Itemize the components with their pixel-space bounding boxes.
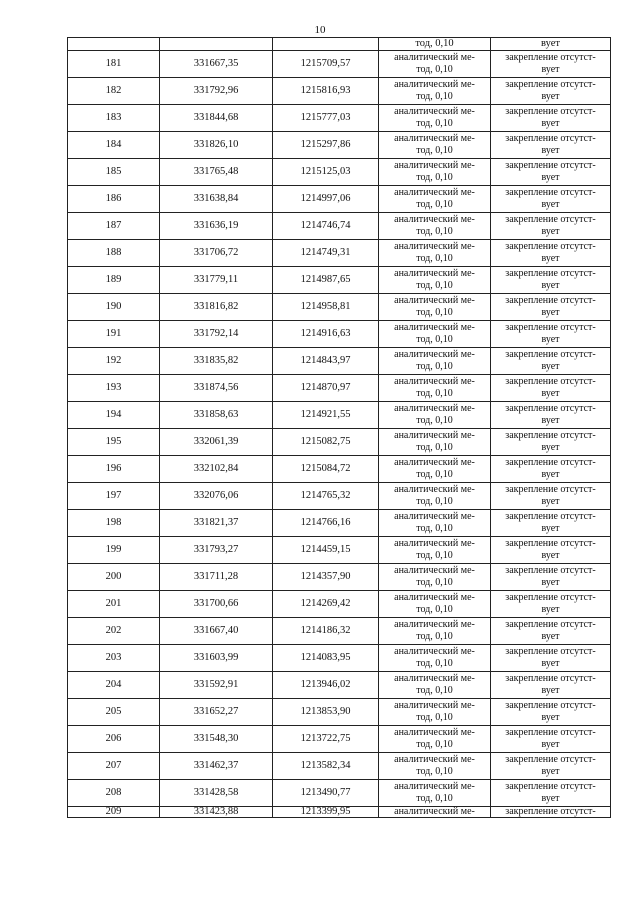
method-line: аналитический ме- — [394, 241, 475, 252]
y-coordinate-cell: 1214843,97 — [273, 348, 379, 375]
method-cell: тод, 0,10 — [379, 38, 491, 51]
table-row — [68, 375, 611, 402]
fixing-line: вует — [541, 226, 560, 237]
table-row — [68, 348, 611, 375]
x-coordinate-cell: 331667,40 — [160, 618, 273, 645]
method-line: тод, 0,10 — [416, 91, 453, 102]
method-line: тод, 0,10 — [416, 550, 453, 561]
method-line: аналитический ме- — [394, 430, 475, 441]
fixing-line: закрепление отсутст- — [505, 538, 596, 549]
x-coordinate-cell: 331792,96 — [160, 78, 273, 105]
x-coordinate-cell: 331779,11 — [160, 267, 273, 294]
y-coordinate-cell: 1214765,32 — [273, 483, 379, 510]
x-coordinate-cell — [160, 38, 273, 51]
fixing-line: вует — [541, 766, 560, 777]
method-line: тод, 0,10 — [416, 496, 453, 507]
x-coordinate-cell: 331603,99 — [160, 645, 273, 672]
point-number-cell: 198 — [68, 510, 160, 537]
fixing-cell — [491, 348, 611, 375]
table-row — [68, 645, 611, 672]
table-row — [68, 672, 611, 699]
fixing-line: вует — [541, 685, 560, 696]
x-coordinate-cell: 331874,56 — [160, 375, 273, 402]
coordinates-table — [67, 37, 611, 818]
fixing-cell — [491, 618, 611, 645]
method-line: аналитический ме- — [394, 484, 475, 495]
x-coordinate-cell: 331428,58 — [160, 780, 273, 807]
point-number-cell: 209 — [68, 807, 160, 818]
method-cell — [379, 456, 491, 483]
x-coordinate-cell: 331765,48 — [160, 159, 273, 186]
fixing-cell — [491, 645, 611, 672]
table-row-continuation — [68, 38, 611, 51]
point-number-cell: 187 — [68, 213, 160, 240]
fixing-line: закрепление отсутст- — [505, 619, 596, 630]
method-line: аналитический ме- — [394, 511, 475, 522]
x-coordinate-cell: 331844,68 — [160, 105, 273, 132]
x-coordinate-cell: 331858,63 — [160, 402, 273, 429]
y-coordinate-cell: 1215125,03 — [273, 159, 379, 186]
fixing-line: закрепление отсутст- — [505, 295, 596, 306]
fixing-line: вует — [541, 793, 560, 804]
method-cell — [379, 429, 491, 456]
fixing-line: вует — [541, 577, 560, 588]
fixing-line: вует — [541, 172, 560, 183]
fixing-line: вует — [541, 415, 560, 426]
point-number-cell: 183 — [68, 105, 160, 132]
point-number-cell: 201 — [68, 591, 160, 618]
x-coordinate-cell: 331792,14 — [160, 321, 273, 348]
fixing-cell — [491, 456, 611, 483]
fixing-cell — [491, 699, 611, 726]
method-cell — [379, 591, 491, 618]
fixing-line: закрепление отсутст- — [505, 187, 596, 198]
point-number-cell: 188 — [68, 240, 160, 267]
method-cell — [379, 105, 491, 132]
point-number-cell: 182 — [68, 78, 160, 105]
method-line: тод, 0,10 — [416, 766, 453, 777]
y-coordinate-cell: 1215816,93 — [273, 78, 379, 105]
fixing-cell — [491, 429, 611, 456]
table-row — [68, 213, 611, 240]
y-coordinate-cell: 1214186,32 — [273, 618, 379, 645]
y-coordinate-cell: 1215084,72 — [273, 456, 379, 483]
x-coordinate-cell: 331652,27 — [160, 699, 273, 726]
y-coordinate-cell: 1213853,90 — [273, 699, 379, 726]
table-row-last — [68, 807, 611, 818]
fixing-line: вует — [541, 658, 560, 669]
y-coordinate-cell: 1214083,95 — [273, 645, 379, 672]
fixing-cell — [491, 780, 611, 807]
fixing-line: вует — [541, 307, 560, 318]
method-line: аналитический ме- — [394, 133, 475, 144]
point-number-cell: 199 — [68, 537, 160, 564]
table-row — [68, 537, 611, 564]
fixing-line: вует — [541, 64, 560, 75]
method-line: тод, 0,10 — [416, 442, 453, 453]
y-coordinate-cell: 1213490,77 — [273, 780, 379, 807]
fixing-line: вует — [541, 442, 560, 453]
fixing-cell — [491, 105, 611, 132]
point-number-cell: 206 — [68, 726, 160, 753]
method-line: тод, 0,10 — [416, 64, 453, 75]
method-line: аналитический ме- — [394, 187, 475, 198]
method-line: тод, 0,10 — [416, 226, 453, 237]
y-coordinate-cell: 1214269,42 — [273, 591, 379, 618]
fixing-line: закрепление отсутст- — [505, 511, 596, 522]
fixing-line: вует — [541, 604, 560, 615]
point-number-cell: 195 — [68, 429, 160, 456]
method-line: аналитический ме- — [394, 322, 475, 333]
fixing-line: закрепление отсутст- — [505, 79, 596, 90]
method-line: тод, 0,10 — [416, 577, 453, 588]
method-line: тод, 0,10 — [416, 658, 453, 669]
method-cell — [379, 348, 491, 375]
method-line: аналитический ме- — [394, 106, 475, 117]
method-line: аналитический ме- — [394, 673, 475, 684]
fixing-line: вует — [541, 712, 560, 723]
fixing-cell — [491, 240, 611, 267]
fixing-line: закрепление отсутст- — [505, 214, 596, 225]
point-number-cell: 202 — [68, 618, 160, 645]
y-coordinate-cell: 1214997,06 — [273, 186, 379, 213]
method-line: тод, 0,10 — [416, 712, 453, 723]
x-coordinate-cell: 331711,28 — [160, 564, 273, 591]
method-line: аналитический ме- — [394, 700, 475, 711]
point-number-cell: 197 — [68, 483, 160, 510]
method-cell — [379, 672, 491, 699]
method-line: аналитический ме- — [394, 538, 475, 549]
y-coordinate-cell: 1214958,81 — [273, 294, 379, 321]
point-number-cell: 194 — [68, 402, 160, 429]
fixing-cell — [491, 591, 611, 618]
fixing-cell — [491, 159, 611, 186]
x-coordinate-cell: 331700,66 — [160, 591, 273, 618]
fixing-cell — [491, 672, 611, 699]
x-coordinate-cell: 331638,84 — [160, 186, 273, 213]
method-cell — [379, 78, 491, 105]
fixing-line: закрепление отсутст- — [505, 673, 596, 684]
method-line: тод, 0,10 — [416, 118, 453, 129]
method-line: аналитический ме- — [394, 52, 475, 63]
fixing-line: закрепление отсутст- — [505, 160, 596, 171]
table-row — [68, 726, 611, 753]
table-row — [68, 753, 611, 780]
method-cell — [379, 618, 491, 645]
fixing-line: закрепление отсутст- — [505, 754, 596, 765]
fixing-line: вует — [541, 280, 560, 291]
fixing-line: закрепление отсутст- — [505, 484, 596, 495]
y-coordinate-cell: 1214870,97 — [273, 375, 379, 402]
fixing-line: вует — [541, 550, 560, 561]
method-line: тод, 0,10 — [416, 523, 453, 534]
table-row — [68, 402, 611, 429]
fixing-cell — [491, 78, 611, 105]
y-coordinate-cell: 1214987,65 — [273, 267, 379, 294]
method-line: тод, 0,10 — [416, 469, 453, 480]
method-cell — [379, 159, 491, 186]
method-line: тод, 0,10 — [416, 253, 453, 264]
method-line: аналитический ме- — [394, 403, 475, 414]
table-row — [68, 240, 611, 267]
page-number: 10 — [314, 24, 326, 36]
method-line: аналитический ме- — [394, 592, 475, 603]
x-coordinate-cell: 331835,82 — [160, 348, 273, 375]
point-number-cell: 196 — [68, 456, 160, 483]
method-cell — [379, 537, 491, 564]
point-number-cell: 191 — [68, 321, 160, 348]
fixing-cell — [491, 321, 611, 348]
fixing-cell — [491, 294, 611, 321]
point-number-cell — [68, 38, 160, 51]
method-line: аналитический ме- — [394, 349, 475, 360]
method-cell — [379, 186, 491, 213]
fixing-line: закрепление отсутст- — [505, 322, 596, 333]
fixing-line: закрепление отсутст- — [505, 727, 596, 738]
table-row — [68, 186, 611, 213]
method-line: тод, 0,10 — [416, 793, 453, 804]
point-number-cell: 184 — [68, 132, 160, 159]
point-number-cell: 189 — [68, 267, 160, 294]
fixing-cell — [491, 726, 611, 753]
method-line: тод, 0,10 — [416, 361, 453, 372]
point-number-cell: 186 — [68, 186, 160, 213]
method-line: тод, 0,10 — [416, 604, 453, 615]
table-row — [68, 591, 611, 618]
method-line: тод, 0,10 — [416, 307, 453, 318]
table-row — [68, 132, 611, 159]
method-line: аналитический ме- — [394, 268, 475, 279]
x-coordinate-cell: 331706,72 — [160, 240, 273, 267]
table-row — [68, 456, 611, 483]
fixing-line: закрепление отсутст- — [505, 403, 596, 414]
point-number-cell: 207 — [68, 753, 160, 780]
y-coordinate-cell: 1215709,57 — [273, 51, 379, 78]
x-coordinate-cell: 331636,19 — [160, 213, 273, 240]
x-coordinate-cell: 331826,10 — [160, 132, 273, 159]
fixing-cell — [491, 510, 611, 537]
x-coordinate-cell: 332102,84 — [160, 456, 273, 483]
table-row — [68, 294, 611, 321]
method-cell — [379, 294, 491, 321]
fixing-line: вует — [541, 739, 560, 750]
fixing-line: закрепление отсутст- — [505, 52, 596, 63]
fixing-line: закрепление отсутст- — [505, 133, 596, 144]
method-line: аналитический ме- — [394, 214, 475, 225]
table-row — [68, 429, 611, 456]
method-cell — [379, 213, 491, 240]
method-cell — [379, 699, 491, 726]
table-row — [68, 564, 611, 591]
fixing-cell — [491, 753, 611, 780]
fixing-cell — [491, 213, 611, 240]
method-line: аналитический ме- — [394, 619, 475, 630]
fixing-line: вует — [541, 361, 560, 372]
y-coordinate-cell: 1214916,63 — [273, 321, 379, 348]
fixing-line: закрепление отсутст- — [505, 106, 596, 117]
method-line: аналитический ме- — [394, 754, 475, 765]
method-line: тод, 0,10 — [416, 334, 453, 345]
table-row — [68, 699, 611, 726]
x-coordinate-cell: 331816,82 — [160, 294, 273, 321]
method-line: аналитический ме- — [394, 295, 475, 306]
fixing-line: закрепление отсутст- — [505, 700, 596, 711]
table-row — [68, 78, 611, 105]
method-line: тод, 0,10 — [416, 199, 453, 210]
method-line: аналитический ме- — [394, 646, 475, 657]
y-coordinate-cell: 1214749,31 — [273, 240, 379, 267]
method-cell — [379, 51, 491, 78]
point-number-cell: 203 — [68, 645, 160, 672]
method-cell — [379, 240, 491, 267]
x-coordinate-cell: 331821,37 — [160, 510, 273, 537]
fixing-line: закрепление отсутст- — [505, 565, 596, 576]
point-number-cell: 200 — [68, 564, 160, 591]
y-coordinate-cell: 1214357,90 — [273, 564, 379, 591]
method-cell — [379, 645, 491, 672]
fixing-line: закрепление отсутст- — [505, 646, 596, 657]
fixing-cell — [491, 483, 611, 510]
fixing-line: вует — [541, 145, 560, 156]
fixing-line: закрепление отсутст- — [505, 241, 596, 252]
method-line: аналитический ме- — [394, 565, 475, 576]
method-line: тод, 0,10 — [416, 145, 453, 156]
fixing-line: вует — [541, 388, 560, 399]
point-number-cell: 193 — [68, 375, 160, 402]
fixing-cell — [491, 564, 611, 591]
method-cell — [379, 510, 491, 537]
fixing-cell: вует — [491, 38, 611, 51]
x-coordinate-cell: 331667,35 — [160, 51, 273, 78]
y-coordinate-cell: 1215082,75 — [273, 429, 379, 456]
method-cell — [379, 267, 491, 294]
point-number-cell: 181 — [68, 51, 160, 78]
y-coordinate-cell: 1214746,74 — [273, 213, 379, 240]
y-coordinate-cell: 1215777,03 — [273, 105, 379, 132]
fixing-line: закрепление отсутст- — [505, 781, 596, 792]
fixing-line: вует — [541, 496, 560, 507]
fixing-line: вует — [541, 199, 560, 210]
x-coordinate-cell: 331548,30 — [160, 726, 273, 753]
table-row — [68, 51, 611, 78]
method-cell — [379, 402, 491, 429]
x-coordinate-cell: 331423,88 — [160, 807, 273, 818]
x-coordinate-cell: 332076,06 — [160, 483, 273, 510]
method-line: тод, 0,10 — [416, 280, 453, 291]
y-coordinate-cell: 1214766,16 — [273, 510, 379, 537]
fixing-cell — [491, 375, 611, 402]
method-line: аналитический ме- — [394, 781, 475, 792]
fixing-cell — [491, 132, 611, 159]
method-cell — [379, 321, 491, 348]
fixing-line: вует — [541, 91, 560, 102]
method-line: аналитический ме- — [394, 376, 475, 387]
y-coordinate-cell: 1215297,86 — [273, 132, 379, 159]
table-row — [68, 618, 611, 645]
y-coordinate-cell: 1214921,55 — [273, 402, 379, 429]
fixing-cell — [491, 51, 611, 78]
table-row — [68, 105, 611, 132]
point-number-cell: 185 — [68, 159, 160, 186]
method-line: тод, 0,10 — [416, 739, 453, 750]
method-cell — [379, 780, 491, 807]
fixing-line: закрепление отсутст- — [505, 430, 596, 441]
point-number-cell: 192 — [68, 348, 160, 375]
point-number-cell: 205 — [68, 699, 160, 726]
y-coordinate-cell: 1213946,02 — [273, 672, 379, 699]
y-coordinate-cell: 1214459,15 — [273, 537, 379, 564]
x-coordinate-cell: 331462,37 — [160, 753, 273, 780]
fixing-line: закрепление отсутст- — [505, 457, 596, 468]
fixing-line: вует — [541, 631, 560, 642]
x-coordinate-cell: 332061,39 — [160, 429, 273, 456]
point-number-cell: 190 — [68, 294, 160, 321]
method-cell: аналитический ме- — [379, 807, 491, 818]
fixing-line: вует — [541, 253, 560, 264]
table-row — [68, 159, 611, 186]
point-number-cell: 208 — [68, 780, 160, 807]
method-cell — [379, 753, 491, 780]
fixing-line: закрепление отсутст- — [505, 592, 596, 603]
y-coordinate-cell: 1213722,75 — [273, 726, 379, 753]
method-line: тод, 0,10 — [416, 631, 453, 642]
fixing-cell — [491, 267, 611, 294]
table-row — [68, 267, 611, 294]
table-row — [68, 780, 611, 807]
fixing-line: закрепление отсутст- — [505, 376, 596, 387]
fixing-cell — [491, 186, 611, 213]
fixing-line: вует — [541, 118, 560, 129]
method-cell — [379, 483, 491, 510]
fixing-line: вует — [541, 469, 560, 480]
fixing-cell — [491, 402, 611, 429]
method-line: аналитический ме- — [394, 160, 475, 171]
method-cell — [379, 375, 491, 402]
table-row — [68, 483, 611, 510]
method-line: аналитический ме- — [394, 457, 475, 468]
fixing-line: закрепление отсутст- — [505, 268, 596, 279]
table-row — [68, 321, 611, 348]
method-line: тод, 0,10 — [416, 388, 453, 399]
fixing-line: вует — [541, 334, 560, 345]
x-coordinate-cell: 331592,91 — [160, 672, 273, 699]
fixing-cell — [491, 537, 611, 564]
method-line: тод, 0,10 — [416, 415, 453, 426]
method-line: аналитический ме- — [394, 727, 475, 738]
fixing-line: вует — [541, 523, 560, 534]
y-coordinate-cell — [273, 38, 379, 51]
method-line: тод, 0,10 — [416, 685, 453, 696]
fixing-line: закрепление отсутст- — [505, 349, 596, 360]
x-coordinate-cell: 331793,27 — [160, 537, 273, 564]
table-row — [68, 510, 611, 537]
fixing-cell: закрепление отсутст- — [491, 807, 611, 818]
method-cell — [379, 132, 491, 159]
y-coordinate-cell: 1213399,95 — [273, 807, 379, 818]
method-line: тод, 0,10 — [416, 172, 453, 183]
method-line: аналитический ме- — [394, 79, 475, 90]
method-cell — [379, 564, 491, 591]
point-number-cell: 204 — [68, 672, 160, 699]
method-cell — [379, 726, 491, 753]
y-coordinate-cell: 1213582,34 — [273, 753, 379, 780]
